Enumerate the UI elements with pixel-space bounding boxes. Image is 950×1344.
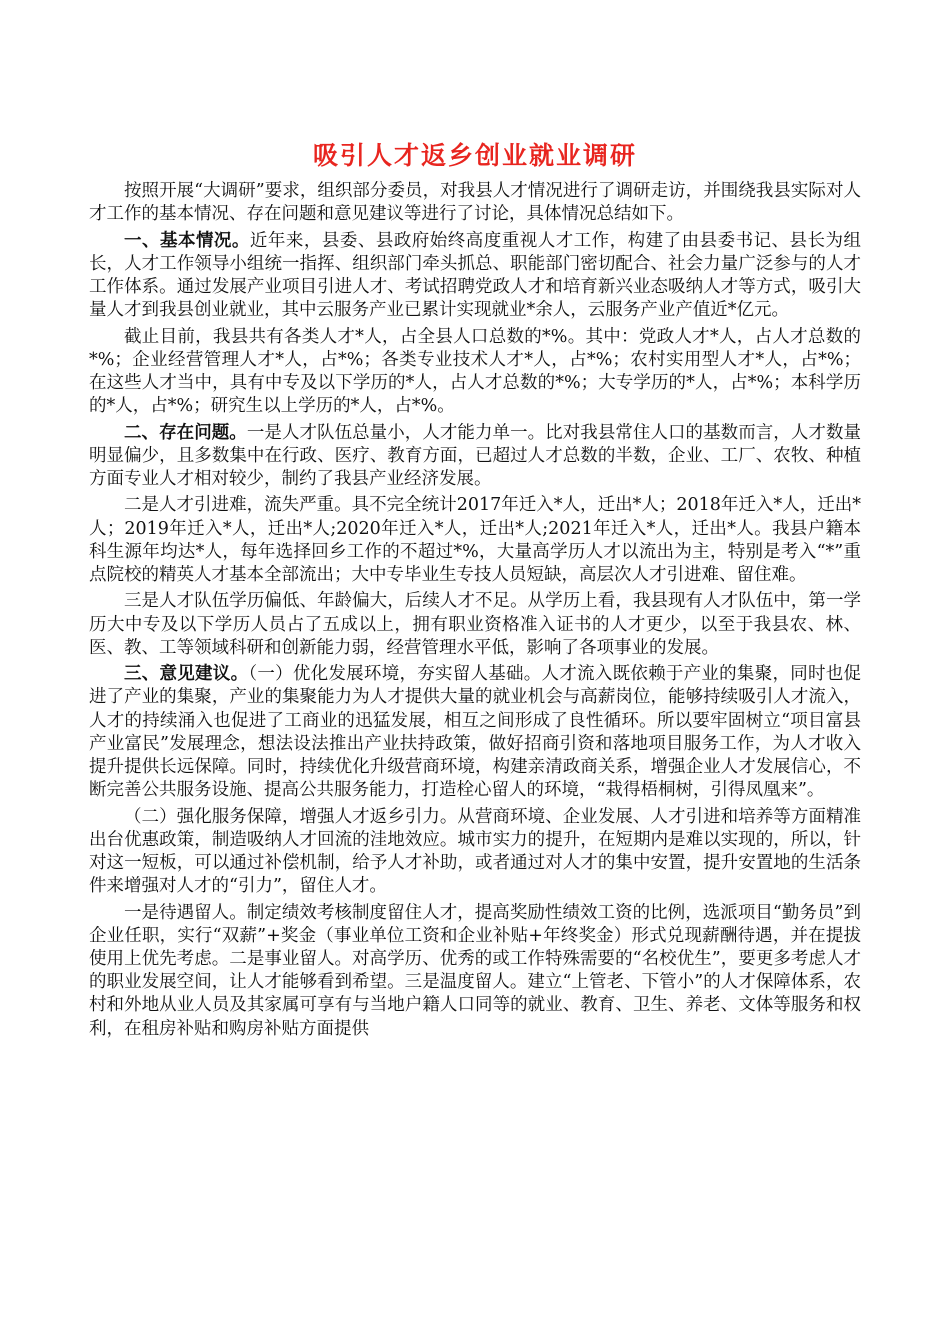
section-heading-existing-problems: 二、存在问题。 (124, 422, 247, 443)
paragraph-existing-problems (89, 422, 861, 492)
paragraph-talent-statistics (89, 326, 861, 419)
section-heading-basic-situation: 一、基本情况。 (124, 230, 250, 251)
paragraph-text: （二）强化服务保障，增强人才返乡引力。从营商环境、企业发展、人才引进和培养等方面精准出台优惠政策，制造吸纳人才回流的洼地效应。城市实力的提升，在短期内是难以实现的，所以，针对这一短板，可以通过补偿机制，给予人才补助，或者通过对人才的集中安置，提升安置地的生活条件来增强对人才的“引力”，留住人才。 (89, 806, 861, 897)
paragraph-text: 二是人才引进难，流失严重。具不完全统计2017年迁入*人，迁出*人；2018年迁入*人，迁出*人；2019年迁入*人，迁出*人;2020年迁入*人，迁出*人;2021年迁入*人，迁出*人。我县户籍本科生源年均达*人，每年选择回乡工作的不超过*%，大量高学历人才以流出为主，特别是考入“*”重点院校的精英人才基本全部流出；大中专毕业生专技人员短缺，高层次人才引进难、留住难。 (89, 495, 861, 585)
document-title: 吸引人才返乡创业就业调研 (312, 141, 637, 170)
paragraph-text: （一）优化发展环境，夯实留人基础。人才流入既依赖于产业的集聚，同时也促进了产业的集聚，产业的集聚能力为人才提供大量的就业机会与高薪岗位，能够持续吸引人才流入，人才的持续涌入也促进了工商业的迅猛发展，相互之间形成了良性循环。所以要牢固树立“项目富县产业富民”发展理念，想法设法推出产业扶持政策，做好招商引资和落地项目服务工作，为人才收入提升提供长远保障。同时，持续优化升级营商环境，构建亲清政商关系，增强企业人才发展信心，不断完善公共服务设施、提高公共服务能力，打造栓心留人的环境，“栽得梧桐树，引得凤凰来”。 (89, 664, 862, 801)
paragraph-low-education (89, 590, 861, 660)
paragraph-intro (89, 180, 861, 226)
paragraph-text: 截止目前，我县共有各类人才*人，占全县人口总数的*%。其中：党政人才*人，占人才总数的*%；企业经营管理人才*人，占*%；各类专业技术人才*人，占*%；农村实用型人才*人，占*%；在这些人才当中，具有中专及以下学历的*人，占人才总数的*%；大专学历的*人，占*%；本科学历的*人，占*%；研究生以上学历的*人，占*%。 (89, 326, 861, 417)
paragraph-talent-outflow (89, 494, 861, 587)
section-heading-suggestions: 三、意见建议。 (124, 664, 249, 685)
paragraph-text: 一是人才队伍总量小，人才能力单一。比对我县常住人口的基数而言，人才数量明显偏少，且多数集中在行政、医疗、教育方面，已超过人才总数的半数，企业、工厂、农牧、种植方面专业人才相对较少，制约了我县产业经济发展。 (89, 422, 861, 489)
paragraph-text: 近年来，县委、县政府始终高度重视人才工作，构建了由县委书记、县长为组长，人才工作领导小组统一指挥、组织部门牵头抓总、职能部门密切配合、社会力量广泛参与的人才工作体系。通过发展产业项目引进人才、考试招聘党政人才和培育新兴业态吸纳人才等方式，吸引大量人才到我县创业就业，其中云服务产业已累计实现就业*余人，云服务产业产值近*亿元。 (89, 230, 862, 321)
paragraph-text: 一是待遇留人。制定绩效考核制度留住人才，提高奖励性绩效工资的比例，选派项目“勤务员”到企业任职，实行“双薪”+奖金（事业单位工资和企业补贴+年终奖金）形式兑现薪酬待遇，并在提拔使用上优先考虑。二是事业留人。对高学历、优秀的或工作特殊需要的“名校优生”，要更多考虑人才的职业发展空间，让人才能够看到希望。三是温度留人。建立“上管老、下管小”的人才保障体系，农村和外地从业人员及其家属可享有与当地户籍人口同等的就业、教育、卫生、养老、文体等服务和权利，在租房补贴和购房补贴方面提供 (89, 902, 861, 1039)
document-body (89, 180, 861, 1044)
paragraph-text: 三是人才队伍学历偏低、年龄偏大，后续人才不足。从学历上看，我县现有人才队伍中，第一学历大中专及以下学历人员占了五成以上，拥有职业资格准入证书的人才更少，以至于我县农、林、医、教、工等领域科研和创新能力弱，经营管理水平低，影响了各项事业的发展。 (89, 591, 861, 658)
paragraph-suggestions (89, 663, 861, 802)
paragraph-text: 按照开展“大调研”要求，组织部分委员，对我县人才情况进行了调研走访，并围绕我县实际对人才工作的基本情况、存在问题和意见建议等进行了讨论，具体情况总结如下。 (89, 181, 861, 225)
paragraph-basic-situation (89, 230, 861, 323)
paragraph-service-guarantee (89, 806, 861, 899)
paragraph-retention-measures (89, 902, 861, 1041)
